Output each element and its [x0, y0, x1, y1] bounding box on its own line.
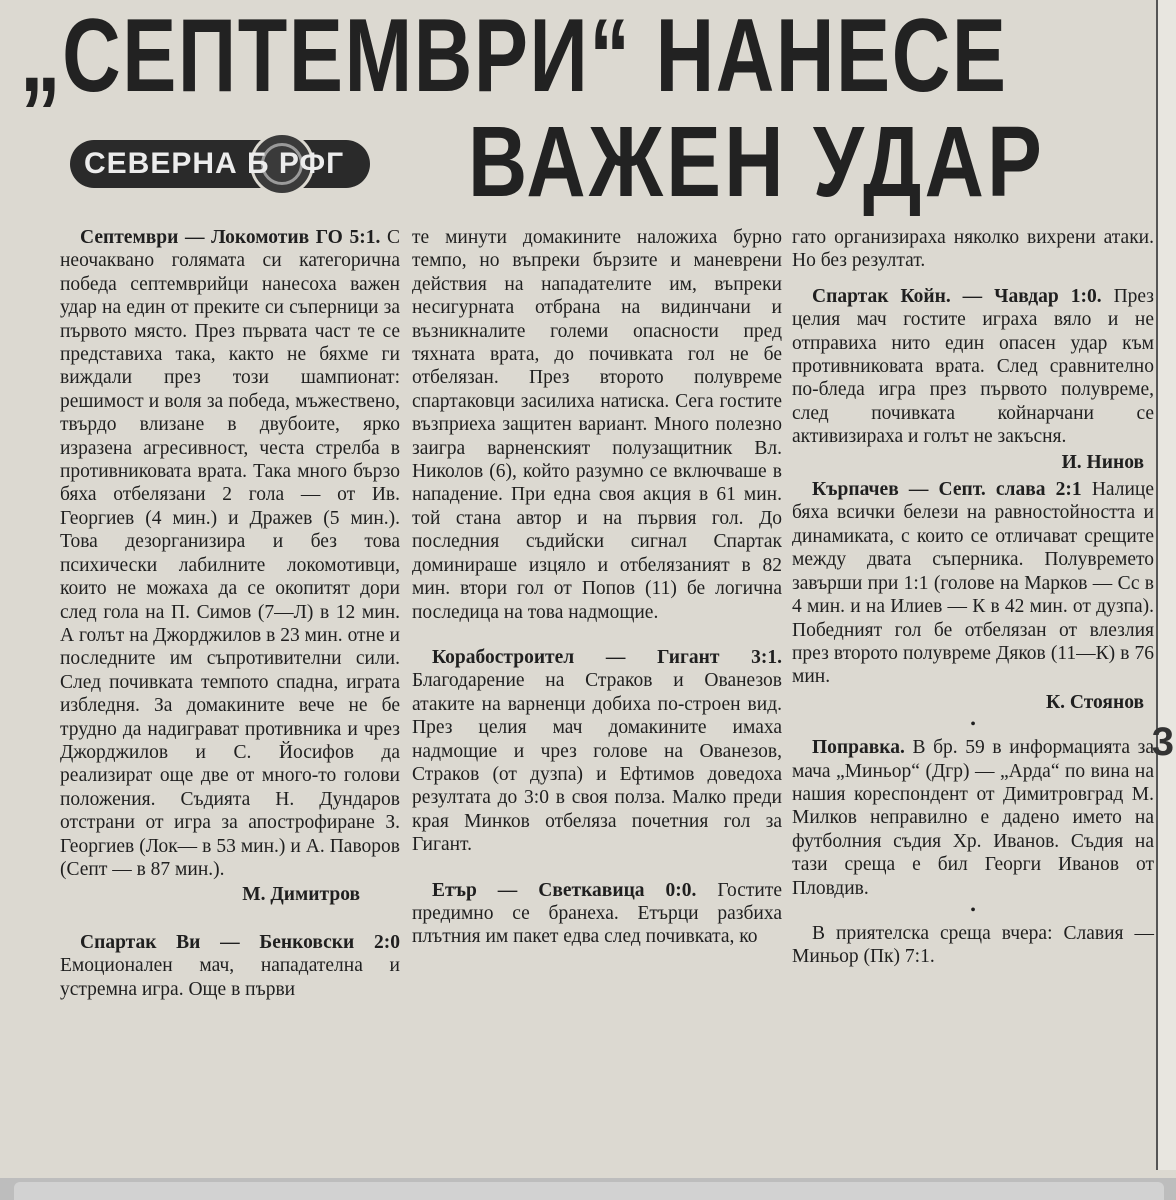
headline-line-1: „СЕПТЕМВРИ“ НАНЕСЕ [20, 0, 1008, 114]
article-column-2 [412, 226, 782, 949]
author-signature: И. Нинов [1061, 451, 1144, 473]
headline-line-2: ВАЖЕН УДАР [468, 106, 1046, 218]
match-text-continued: те минути домакините наложиха бурно темпо, но въпреки бързите и маневрени действия на нападателите им, въпреки несигурната отбрана на видинчани и възникналите големи опасности пред тяхната врата, до почивката гол не бе отбелязан. През второто полувреме спартаковци засилиха натиска. Сега гостите възприеха защитен вариант. Много полезно заигра варненският полузащитник Вл. Николов (6), който разумно се включваше в нападение. При една своя акция в 61 мин. той стана автор и на първия гол. До последния съдийски сигнал Спартак доминираше изцяло и отбелязаният в 82 мин. втори гол от Попов (11) бе логична последица на това надмощие. [412, 227, 782, 623]
match-title: Спартак Койн. — Чавдар 1:0. [812, 285, 1102, 307]
friendly-match-note: В приятелска среща вчера: Славия — Миньор (Пк) 7:1. [792, 922, 1154, 968]
match-text-continued: гато организираха няколко вихрени атаки. Но без резултат. [792, 227, 1154, 272]
author-signature: М. Димитров [242, 884, 360, 906]
adjacent-page-edge [1151, 0, 1176, 1170]
correction-note [792, 736, 1154, 900]
match-report [792, 478, 1154, 689]
edge-fragment: 3 [1151, 720, 1174, 764]
match-text: Емоционален мач, нападателна и устремна игра. Още в първи [60, 955, 400, 1000]
match-title: Септември — Локомотив ГО 5:1. [80, 227, 381, 248]
article-column-3 [792, 226, 1154, 969]
article-column-1 [60, 226, 400, 1001]
match-report [792, 285, 1154, 449]
match-text: Налице бяха всички белези на равностойността и динамиката, с които се отличават срещите между двата съперника. Полувремето завърши при 1:1 (голове на Марков — Сс в 4 мин. и на Илиев — К в 42 мин. от дузпа). Победният гол бе отбелязан от влезлия през второто полувреме Дяков (11—К) в 76 мин. [792, 479, 1154, 688]
bottom-strip [0, 1178, 1176, 1200]
match-title: Корабостроител — Гигант 3:1. [432, 646, 782, 668]
match-report [60, 931, 400, 1001]
separator-dot: • [970, 716, 976, 734]
match-report [60, 226, 400, 881]
match-text: През целия мач гостите играха вяло и не отправиха нито един опасен удар към противниковата врата. След сравнително по-бледа игра през първото полувреме, след почивката койнарчани се активизираха и голът не закъсня. [792, 285, 1155, 448]
author-signature: К. Стоянов [1046, 691, 1144, 713]
match-title: Спартак Ви — Бенковски 2:0 [80, 931, 400, 953]
separator-dot: • [970, 901, 976, 919]
match-report [412, 879, 782, 949]
match-text: Гостите предимно се бранеха. Етърци разбиха плътния им пакет едва след почивката, ко [412, 879, 782, 948]
rubric-label: СЕВЕРНА Б РФГ [84, 147, 345, 180]
match-text: Благодарение на Страков и Ованезов атаките на варненци добиха по-строен вид. През целия мач домакините имаха надмощие и чрез голове на Ованезов, Страков (от дузпа) и Ефтимов доведоха резултата до 3:0 в своя полза. Малко преди края Минков отбеляза почетния гол за Гигант. [412, 670, 782, 856]
match-report [412, 646, 782, 857]
match-title: Кърпачев — Септ. слава 2:1 [812, 479, 1082, 501]
correction-text: В бр. 59 в информацията за мача „Миньор“ (Дгр) — „Арда“ по вина на нашия кореспондент от Димитровград М. Милков неправилно е дадено името на футболния съдия Хр. Иванов. Съдия на тази среща е бил Георги Иванов от Пловдив. [792, 737, 1155, 899]
match-title: Етър — Светкавица 0:0. [432, 879, 697, 901]
match-text: С неочаквано голямата си категорична победа септемврийци нанесоха важен удар на един от преките си съперници за първото място. През първата част те се представиха така, както не бяхме ги виждали през този шампионат: решимост и воля за победа, мъжествено, твърдо влизане в двубоите, ярко изразена агресивност, честа стрелба в противниковата врата. Така много бързо бяха отбелязани 2 гола — от Ив. Георгиев (4 мин.) и Дражев (5 мин.). Това дезорганизира и без това психически лабилните локомотивци, които не можаха да се окопитят дори след гола на П. Симов (7—Л) в 12 мин. А голът на Джорджилов в 23 мин. отне и последните им съпротивителни сили. След почивката темпото спадна, играта избледня. За домакините вече не бе трудно да надиграват противника и чрез Джорджилов и С. Йосифов да реализират още две от много-то голови положения. Съдията Н. Дундаров отстрани от игра за апострофиране З. Георгиев (Лок— в 53 мин.) и А. Паворов (Септ — в 87 мин.). [60, 227, 401, 880]
correction-title: Поправка. [812, 737, 905, 759]
rubric-badge [70, 132, 370, 194]
